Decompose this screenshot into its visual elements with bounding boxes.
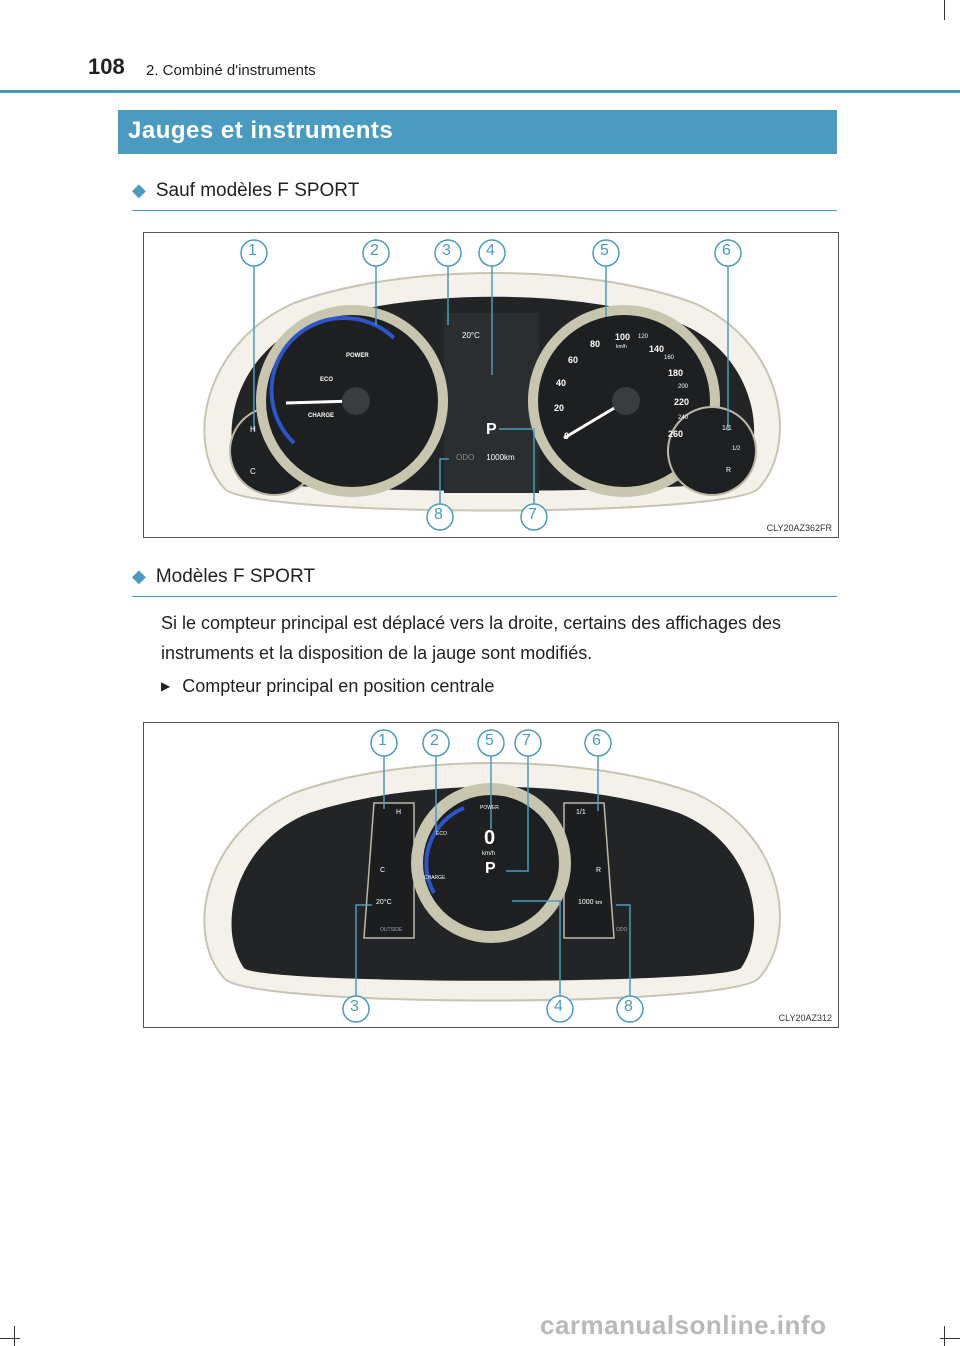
crop-mark bbox=[940, 1338, 960, 1339]
speed-tick-100: 100 bbox=[615, 332, 631, 342]
subsection-heading-1 bbox=[132, 180, 359, 202]
speed-tick-220: 220 bbox=[674, 397, 690, 407]
odo-label: ODO bbox=[456, 453, 475, 462]
subsection-title-2: Modèles F SPORT bbox=[155, 566, 315, 587]
speed-readout: 0 bbox=[484, 827, 496, 849]
fuel-full-label: 1/1 bbox=[576, 809, 586, 816]
fuel-reserve-label: R bbox=[726, 467, 732, 474]
speed-tick-180: 180 bbox=[668, 368, 684, 378]
outside-temp-value: 20 bbox=[376, 899, 384, 906]
callout-4: 4 bbox=[486, 242, 495, 259]
eco-label: ECO bbox=[320, 377, 334, 383]
callout-bottom-8: 8 bbox=[624, 998, 633, 1015]
speed-tick-160: 160 bbox=[664, 355, 675, 361]
crop-mark bbox=[944, 0, 945, 20]
diamond-icon: ◆ bbox=[132, 566, 146, 586]
callout-bottom-4: 4 bbox=[554, 998, 563, 1015]
odo-unit: km bbox=[595, 900, 603, 906]
crop-mark bbox=[14, 1326, 15, 1346]
triangle-right-icon: ▶ bbox=[161, 679, 171, 693]
speed-tick-200: 200 bbox=[678, 384, 689, 390]
gear-indicator: P bbox=[485, 860, 496, 877]
callout-1: 1 bbox=[248, 242, 257, 259]
temp-readout bbox=[462, 331, 480, 340]
callout-top-5: 5 bbox=[485, 732, 494, 749]
charge-label: CHARGE bbox=[308, 413, 335, 419]
callout-top-2: 2 bbox=[430, 732, 439, 749]
callout-5: 5 bbox=[600, 242, 609, 259]
speed-tick-20: 20 bbox=[554, 403, 565, 413]
speed-unit: km/h bbox=[482, 851, 496, 857]
speed-tick-60: 60 bbox=[568, 355, 579, 365]
callout-2: 2 bbox=[370, 242, 379, 259]
section-banner bbox=[118, 110, 837, 154]
odo-value: 1000 bbox=[578, 899, 594, 906]
cluster-illustration-standard bbox=[144, 233, 838, 537]
page-number: 108 bbox=[88, 54, 125, 79]
bullet-item bbox=[161, 676, 494, 697]
gear-indicator: P bbox=[486, 421, 497, 438]
crop-mark bbox=[0, 1338, 20, 1339]
bullet-text: Compteur principal en position centrale bbox=[182, 676, 495, 696]
diamond-icon: ◆ bbox=[132, 180, 146, 200]
outside-label: OUTSIDE bbox=[380, 927, 403, 933]
speed-unit: km/h bbox=[616, 344, 627, 350]
odo-unit: km bbox=[504, 453, 515, 462]
speed-tick-40: 40 bbox=[556, 378, 567, 388]
cold-label: C bbox=[380, 867, 386, 874]
callout-bottom-3: 3 bbox=[350, 998, 359, 1015]
fuel-half-label: 1/2 bbox=[732, 446, 741, 452]
subsection-rule-2 bbox=[132, 596, 837, 597]
speed-tick-260: 260 bbox=[668, 429, 684, 439]
callout-3: 3 bbox=[442, 242, 451, 259]
chapter-title: 2. Combiné d'instruments bbox=[146, 62, 316, 79]
odo-label: ODO bbox=[616, 927, 628, 933]
watermark: carmanualsonline.info bbox=[540, 1310, 827, 1340]
figure-standard-cluster bbox=[143, 232, 839, 538]
callout-top-1: 1 bbox=[378, 732, 387, 749]
temp-value: 20 bbox=[462, 331, 471, 340]
header-rule bbox=[0, 90, 960, 93]
cold-label: C bbox=[250, 467, 256, 476]
odometer bbox=[456, 453, 515, 462]
callout-top-6: 6 bbox=[592, 732, 601, 749]
speed-tick-80: 80 bbox=[590, 339, 601, 349]
hot-label: H bbox=[396, 809, 402, 816]
speed-tick-240: 240 bbox=[678, 415, 689, 421]
subsection-heading-2 bbox=[132, 566, 315, 588]
callout-8: 8 bbox=[434, 506, 443, 523]
fuel-reserve-label: R bbox=[596, 867, 602, 874]
paragraph: Si le compteur principal est déplacé vers la droite, certains des affichages des instruments et la disposition de la jauge sont modifiés. bbox=[161, 613, 781, 663]
figure-fsport-cluster bbox=[143, 722, 839, 1028]
odometer bbox=[578, 899, 602, 906]
callout-top-7: 7 bbox=[522, 732, 531, 749]
power-label: POWER bbox=[346, 353, 369, 359]
callout-7: 7 bbox=[528, 506, 537, 523]
eco-label: ECO bbox=[436, 831, 447, 837]
odo-value: 1000 bbox=[486, 453, 505, 462]
callout-6: 6 bbox=[722, 242, 731, 259]
subsection-title-1: Sauf modèles F SPORT bbox=[155, 180, 360, 201]
hot-label: H bbox=[250, 425, 256, 434]
fuel-full-label: 1/1 bbox=[722, 425, 732, 432]
temp-unit: °C bbox=[470, 331, 480, 340]
figure-code-1: CLY20AZ362FR bbox=[766, 523, 832, 533]
speed-tick-0: 0 bbox=[564, 431, 570, 441]
charge-label: CHARGE bbox=[424, 875, 446, 881]
speed-tick-140: 140 bbox=[649, 344, 665, 354]
section-title: Jauges et instruments bbox=[128, 117, 394, 144]
crop-mark bbox=[944, 1326, 945, 1346]
speed-tick-120: 120 bbox=[638, 334, 649, 340]
outside-temp bbox=[376, 899, 392, 906]
figure-code-2: CLY20AZ312 bbox=[778, 1013, 832, 1023]
outside-temp-unit: °C bbox=[383, 899, 392, 906]
subsection-rule-1 bbox=[132, 210, 837, 211]
power-label: POWER bbox=[480, 805, 499, 811]
